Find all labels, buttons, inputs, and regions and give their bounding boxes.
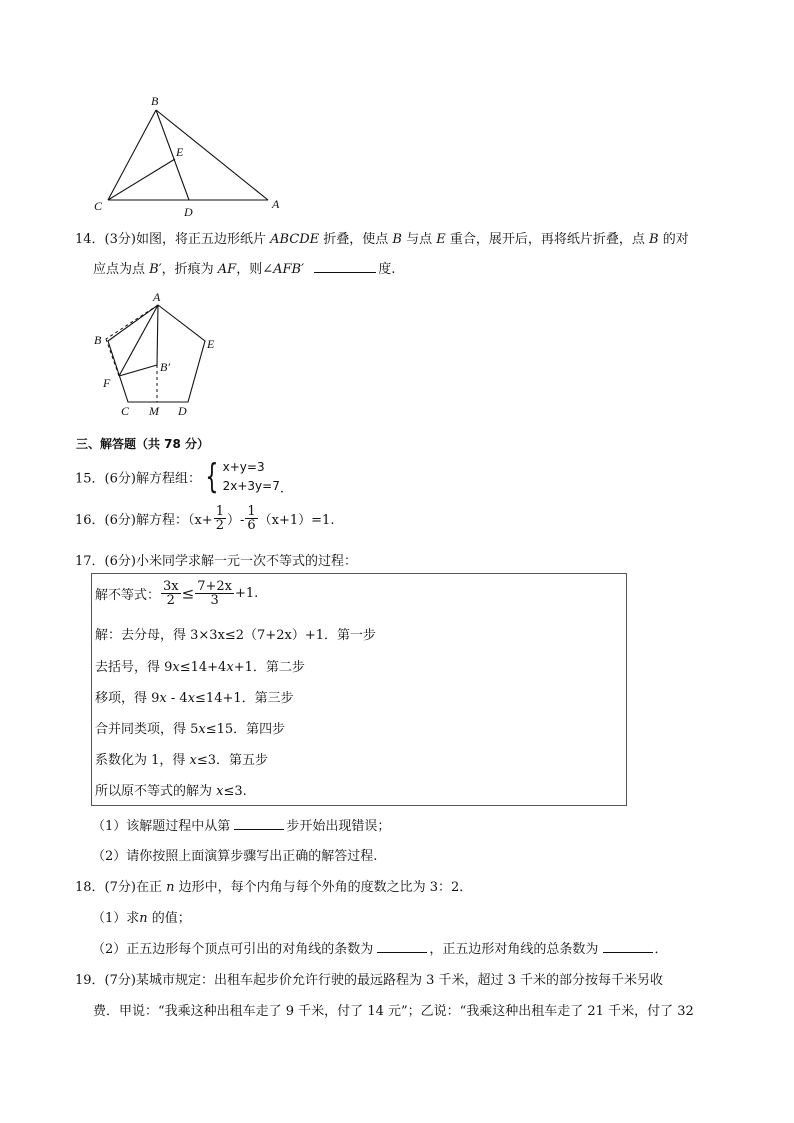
pentagon-figure [88, 285, 238, 420]
section-heading: 三、解答题（共 78 分） [76, 437, 210, 451]
q18-number: 18．(7分) [75, 880, 136, 895]
point-a-label: A [272, 197, 280, 211]
point-a-label: A [153, 290, 161, 304]
q16-number: 16．(6分) [75, 513, 136, 528]
q14-answer-blank[interactable] [314, 260, 376, 273]
box-row-5: 合并同类项，得 5x≤15．第四步 [95, 722, 286, 737]
q18-line: 18．(7分)在正 n 边形中，每个内角与每个外角的度数之比为 3：2． [75, 880, 473, 895]
q15-number: 15．(6分) [75, 471, 136, 487]
point-e-label: E [176, 145, 184, 159]
q17-sub1: （1）该解题过程中从第 步开始出现错误； [92, 819, 391, 834]
q15-line: 15．(6分)解方程组： { x+y=3 2x+3y=7. [75, 457, 284, 497]
q17-answer-blank[interactable] [234, 817, 284, 830]
q19-number: 19．(7分) [75, 973, 136, 988]
q17-number: 17．(6分) [75, 554, 136, 569]
point-bprime-label: B′ [160, 360, 170, 374]
q14-line2: 应点为点 B′，折痕为 AF，则∠AFB′ 度. [93, 262, 396, 277]
equation-system: x+y=3 2x+3y=7 [222, 460, 280, 493]
q17-sub2: （2）请你按照上面演算步骤写出正确的解答过程. [92, 849, 378, 864]
point-b-label: B [94, 333, 102, 347]
point-b-label: B [151, 94, 159, 108]
fraction: $\frac{3x}{2}$ [163, 579, 179, 608]
brace-symbol: { [205, 457, 219, 497]
box-row-7: 所以原不等式的解为 x≤3. [95, 784, 247, 799]
point-d-label: D [178, 404, 187, 418]
triangle-figure [90, 90, 290, 220]
box-row-6: 系数化为 1，得 x≤3．第五步 [95, 753, 269, 768]
q18-answer-blank-1[interactable] [377, 940, 427, 953]
q18-answer-blank-2[interactable] [603, 940, 653, 953]
point-d-label: D [184, 205, 193, 219]
box-row-2: 解：去分母，得 3×3x≤2（7+2x）+1．第一步 [95, 628, 376, 643]
point-f-label: F [103, 376, 111, 390]
box-row-1: 解不等式： $\frac{3x}{2}$ ≤ $\frac{7+2x}{3}$ +1. [95, 579, 259, 608]
q17-line: 17．(6分)小米同学求解一元一次不等式的过程： [75, 554, 357, 569]
solution-box [91, 573, 627, 806]
q14-number: 14．(3分) [75, 232, 136, 247]
q18-sub1: （1）求n 的值； [92, 911, 191, 926]
q19-line1: 19．(7分)某城市规定：出租车起步价允许行驶的最远路程为 3 千米，超过 3 千米的部分按每千米另收 [75, 973, 664, 988]
point-c-label: C [121, 404, 130, 418]
box-row-4: 移项，得 9x - 4x≤14+1．第三步 [95, 691, 294, 706]
fraction: $\frac{1}{6}$ [247, 504, 256, 533]
fraction: $\frac{1}{2}$ [215, 504, 224, 533]
q18-sub2: （2）正五边形每个顶点可引出的对角线的条数为 ，正五边形对角线的总条数为 ． [92, 942, 668, 957]
q19-line2: 费．甲说：“我乘这种出租车走了 9 千米，付了 14 元”；乙说：“我乘这种出租车走了 21 千米，付了 32 [93, 1004, 694, 1019]
point-e-label: E [207, 337, 215, 351]
q14-line1: 14．(3分)如图，将正五边形纸片 ABCDE 折叠，使点 B 与点 E 重合，展开后，再将纸片折叠，点 B 的对 [75, 232, 689, 247]
point-c-label: C [94, 199, 103, 213]
q16-line: 16．(6分)解方程：（x+ $\frac{1}{2}$ ）- $\frac{1}{6}$ （x+1）=1. [75, 504, 335, 533]
fraction: $\frac{7+2x}{3}$ [197, 579, 232, 608]
point-m-label: M [149, 404, 159, 418]
box-row-3: 去括号，得 9x≤14+4x+1．第二步 [95, 660, 305, 675]
